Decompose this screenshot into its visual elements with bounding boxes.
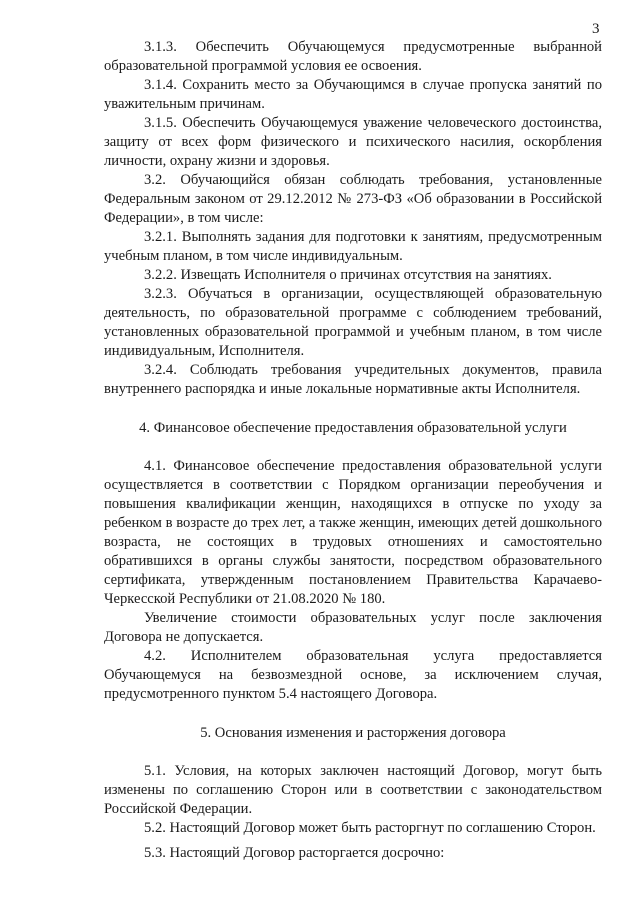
clause-paragraph: Увеличение стоимости образовательных услуг после заключения Договора не допускается.: [104, 610, 602, 645]
clause-paragraph: 3.1.5. Обеспечить Обучающемуся уважение человеческого достоинства, защиту от всех форм физического и психического насилия, оскорбления личности, охрану жизни и здоровья.: [104, 115, 602, 169]
clause-paragraph: 3.2.2. Извещать Исполнителя о причинах отсутствия на занятиях.: [144, 267, 552, 283]
clause-paragraph: 5.2. Настоящий Договор может быть расторгнут по соглашению Сторон.: [144, 820, 596, 836]
section-heading: 4. Финансовое обеспечение предоставления образовательной услуги: [139, 420, 567, 436]
clause-paragraph: 3.2.3. Обучаться в организации, осуществляющей образовательную деятельность, по образовательной программе с соблюдением требований, установленных образовательной программой и учебным планом, в том числе индивидуальным, Исполнителя.: [104, 286, 602, 359]
clause-paragraph: 3.1.4. Сохранить место за Обучающимся в случае пропуска занятий по уважительным причинам.: [104, 77, 602, 112]
clause-paragraph: 3.2.1. Выполнять задания для подготовки к занятиям, предусмотренным учебным планом, в том числе индивидуальным.: [104, 229, 602, 264]
clause-paragraph: 3.1.3. Обеспечить Обучающемуся предусмотренные выбранной образовательной программой условия ее освоения.: [104, 39, 602, 74]
clause-paragraph: 4.1. Финансовое обеспечение предоставления образовательной услуги осуществляется в соответствии с Порядком организации переобучения и повышения квалификации женщин, находящихся в отпуске по уходу за ребенком в возрасте до трех лет, а также женщин, имеющих детей дошкольного возраста, не состоящих в трудовых отношениях и самостоятельно обратившихся в органы службы занятости, посредством образовательного сертификата, утвержденным постановлением Правительства Карачаево-Черкесской Республики от 21.08.2020 № 180.: [104, 458, 602, 607]
section-heading: 5. Основания изменения и расторжения договора: [200, 725, 506, 741]
clause-paragraph: 3.2. Обучающийся обязан соблюдать требования, установленные Федеральным законом от 29.12.2012 № 273-ФЗ «Об образовании в Российской Федерации», в том числе:: [104, 172, 602, 226]
document-body: [104, 38, 602, 863]
clause-paragraph: 4.2. Исполнителем образовательная услуга предоставляется Обучающемуся на безвозмездной основе, за исключением случая, предусмотренного пунктом 5.4 настоящего Договора.: [104, 648, 602, 702]
clause-paragraph: 5.3. Настоящий Договор расторгается досрочно:: [144, 845, 445, 861]
clause-paragraph: 3.2.4. Соблюдать требования учредительных документов, правила внутреннего распорядка и иные локальные нормативные акты Исполнителя.: [104, 362, 602, 397]
page-number: 3: [592, 21, 600, 37]
clause-paragraph: 5.1. Условия, на которых заключен настоящий Договор, могут быть изменены по соглашению Сторон или в соответствии с законодательством Российской Федерации.: [104, 763, 602, 817]
